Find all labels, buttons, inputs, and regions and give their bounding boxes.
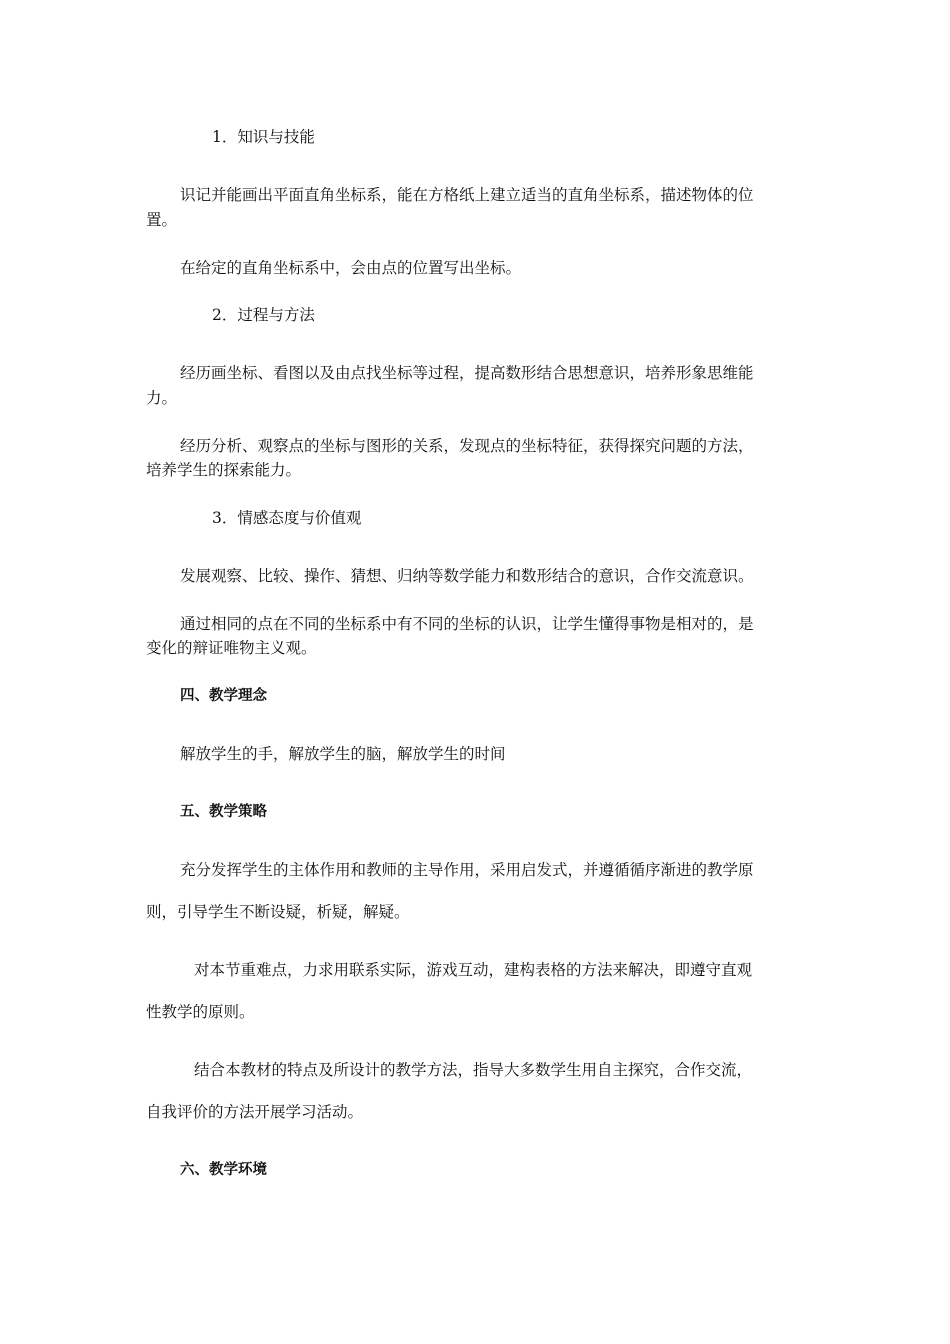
subsection-title-attitude: 3．情感态度与价值观 (212, 509, 362, 527)
subsection-title-process: 2．过程与方法 (212, 306, 315, 324)
paragraph-line: 经历分析、观察点的坐标与图形的关系，发现点的坐标特征，获得探究问题的方法， (180, 437, 754, 455)
paragraph-line: 置。 (146, 211, 178, 229)
paragraph-line: 在给定的直角坐标系中，会由点的位置写出坐标。 (180, 259, 522, 277)
paragraph-line: 经历画坐标、看图以及由点找坐标等过程，提高数形结合思想意识，培养形象思维能 (180, 364, 754, 382)
paragraph-line: 充分发挥学生的主体作用和教师的主导作用，采用启发式，并遵循循序渐进的教学原 (180, 861, 754, 879)
paragraph-line: 结合本教材的特点及所设计的教学方法，指导大多数学生用自主探究，合作交流， (194, 1061, 753, 1079)
paragraph-line: 力。 (146, 389, 178, 407)
section-heading-teaching-strategy: 五、教学策略 (180, 804, 267, 820)
paragraph-line: 变化的辩证唯物主义观。 (146, 639, 317, 657)
paragraph-line: 性教学的原则。 (146, 1003, 255, 1021)
paragraph-line: 发展观察、比较、操作、猜想、归纳等数学能力和数形结合的意识，合作交流意识。 (180, 567, 754, 585)
paragraph-line: 则，引导学生不断设疑，析疑，解疑。 (146, 903, 410, 921)
section-heading-teaching-philosophy: 四、教学理念 (180, 688, 267, 704)
section-heading-teaching-environment: 六、教学环境 (180, 1162, 267, 1178)
paragraph-line: 自我评价的方法开展学习活动。 (146, 1103, 364, 1121)
subsection-title-knowledge: 1．知识与技能 (212, 128, 315, 146)
paragraph-line: 通过相同的点在不同的坐标系中有不同的坐标的认识，让学生懂得事物是相对的，是 (180, 615, 754, 633)
paragraph-line: 培养学生的探索能力。 (146, 461, 302, 479)
paragraph-line: 解放学生的手，解放学生的脑，解放学生的时间 (180, 745, 506, 763)
paragraph-line: 对本节重难点，力求用联系实际，游戏互动，建构表格的方法来解决，即遵守直观 (194, 961, 753, 979)
paragraph-line: 识记并能画出平面直角坐标系，能在方格纸上建立适当的直角坐标系，描述物体的位 (180, 186, 754, 204)
